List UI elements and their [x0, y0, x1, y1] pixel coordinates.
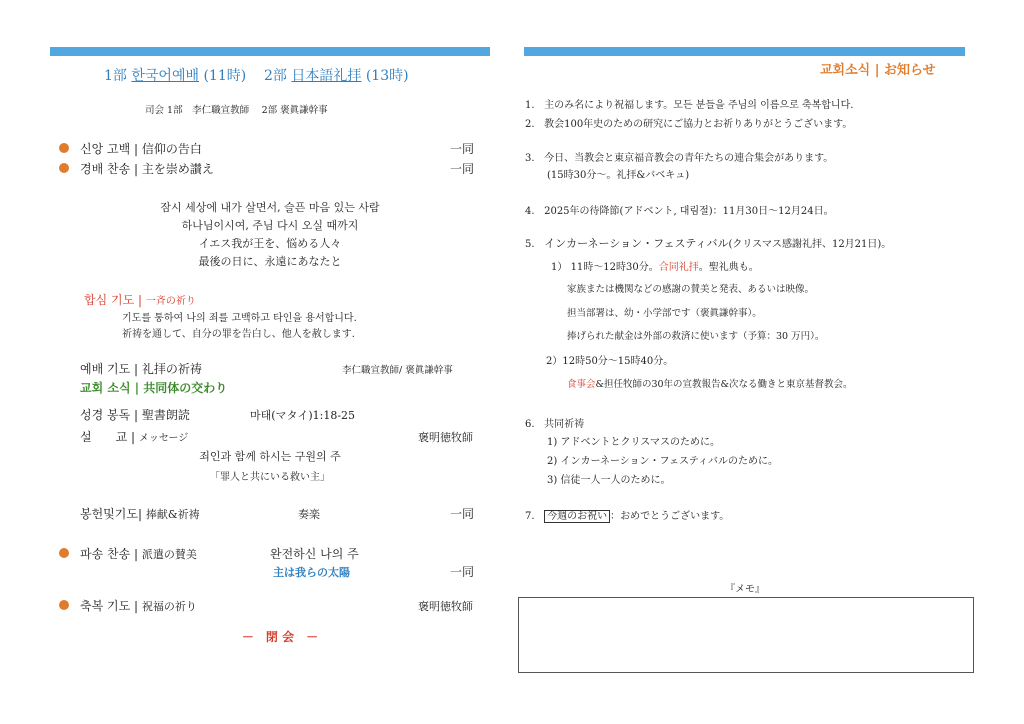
- sending-song-ja: 主は我らの太陽: [273, 566, 350, 579]
- left-header-bar: [50, 47, 490, 56]
- lyric-line: 잠시 세상에 내가 살면서, 슬픈 마음 있는 사람: [160, 201, 380, 214]
- prayer-line: 기도를 통하여 나의 죄를 고백하고 타인을 용서합니다.: [122, 313, 357, 324]
- closing: － 閉 会 －: [241, 630, 319, 644]
- memo-box[interactable]: [518, 597, 974, 673]
- news-item-1: 1. 主のみ名により祝福します。모든 분들을 주님의 이름으로 축복합니다.: [525, 100, 854, 111]
- offering-mid: 奏楽: [298, 508, 320, 521]
- news-item-5-sub2-detail: 食事会&担任牧師の30年の宣教報告&次なる働きと東京基督教会。: [567, 379, 853, 390]
- blessing-resp: 褒明徳牧師: [418, 600, 473, 613]
- sermon-title-ko: 죄인과 함께 하시는 구원의 주: [199, 450, 341, 463]
- sending-song-ko: 완전하신 나의 주: [270, 547, 359, 561]
- news-item-4: 4. 2025年の待降節(アドベント, 대림절)：11月30日～12月24日。: [525, 206, 834, 217]
- bullet-icon: [59, 600, 69, 610]
- prayer-topic: 3) 信徒一人一人のために。: [547, 475, 671, 486]
- blessing-item: 축복 기도 | 祝福の祈り: [80, 599, 197, 613]
- offering-resp: 一同: [450, 507, 475, 521]
- lyric-line: 最後の日に、永遠にあなたと: [198, 255, 342, 268]
- confession-resp: 一同: [450, 142, 475, 156]
- news-item-5-line: 家族または機関などの感謝の賛美と発表、あるいは映像。: [567, 284, 815, 295]
- news-item-5-sub2: 2）12時50分～15時40分。: [546, 356, 674, 367]
- scripture-item: 성경 봉독 | 聖書朗読: [80, 408, 190, 422]
- prayer-topic: 1) アドベントとクリスマスのために。: [547, 437, 721, 448]
- praise-item: 경배 찬송 | 主を崇め讃え: [80, 162, 214, 176]
- news-item-3: 3. 今日、当教会と東京福音教会の青年たちの連合集会があります。: [525, 153, 834, 164]
- news-title: 교회소식 | お知らせ: [820, 63, 936, 78]
- prayer-together-item: 합심 기도 | 一斉の祈り: [84, 293, 196, 307]
- bullet-icon: [59, 143, 69, 153]
- news-item-2: 2. 教会100年史のための研究にご協力とお祈りありがとうございます。: [525, 119, 853, 130]
- scripture-ref: 마태(マタイ)1:18-25: [250, 409, 356, 422]
- bullet-icon: [59, 548, 69, 558]
- worship-prayer-item: 예배 기도 | 礼拝の祈祷: [80, 362, 202, 376]
- program-title: 1部 한국어예배 (11時) 2部 日本語礼拝 (13時): [104, 68, 409, 84]
- offering-item: 봉헌및기도| 捧献&祈祷: [80, 507, 200, 521]
- news-item-6: 6. 共同祈祷: [525, 419, 585, 430]
- news-item-5: 5. インカーネーション・フェスティバル(クリスマス感謝礼拝、12月21日)。: [525, 237, 892, 250]
- confession-item: 신앙 고백 | 信仰の告白: [80, 142, 202, 156]
- sending-item: 파송 찬송 | 派遣の賛美: [80, 547, 197, 561]
- news-item-3-sub: (15時30分～。礼拝&バベキュ): [547, 170, 690, 181]
- news-item-5-line: 担当部署は、幼・小学部です（褒眞謙幹事）。: [567, 308, 762, 319]
- sermon-item: 설 교 | メッセージ: [80, 430, 189, 444]
- sermon-resp: 褒明徳牧師: [418, 431, 473, 444]
- lyric-line: イエス我が王を、悩める人々: [198, 237, 342, 250]
- bullet-icon: [59, 163, 69, 173]
- memo-label: 『メモ』: [725, 584, 765, 595]
- news-item-5-line: 捧げられた献金は外部の救済に使います（予算：30 万円）。: [567, 331, 825, 342]
- prayer-line: 祈祷を通して、自分の罪を告白し、他人を赦します.: [122, 329, 355, 340]
- right-header-bar: [524, 47, 965, 56]
- sending-resp: 一同: [450, 565, 475, 579]
- lyric-line: 하나님이시여, 주님 다시 오실 때까지: [181, 219, 359, 232]
- praise-resp: 一同: [450, 162, 475, 176]
- news-item-5-sub1: 1） 11時～12時30分。合同礼拝。聖礼典も。: [551, 262, 759, 273]
- sermon-title-ja: 「罪人と共にいる救い主」: [210, 472, 330, 483]
- prayer-topic: 2) インカーネーション・フェスティバルのために。: [547, 456, 779, 467]
- worship-prayer-resp: 李仁職宣教師/ 褒眞謙幹事: [342, 365, 453, 376]
- presider-line: 司会 1部 李仁職宣教師 2部 褒眞謙幹事: [145, 105, 328, 116]
- news-item-7: 7. 今週のお祝い ：おめでとうございます。: [525, 511, 730, 522]
- church-news-item: 교회 소식 | 共同体の交わり: [80, 381, 228, 395]
